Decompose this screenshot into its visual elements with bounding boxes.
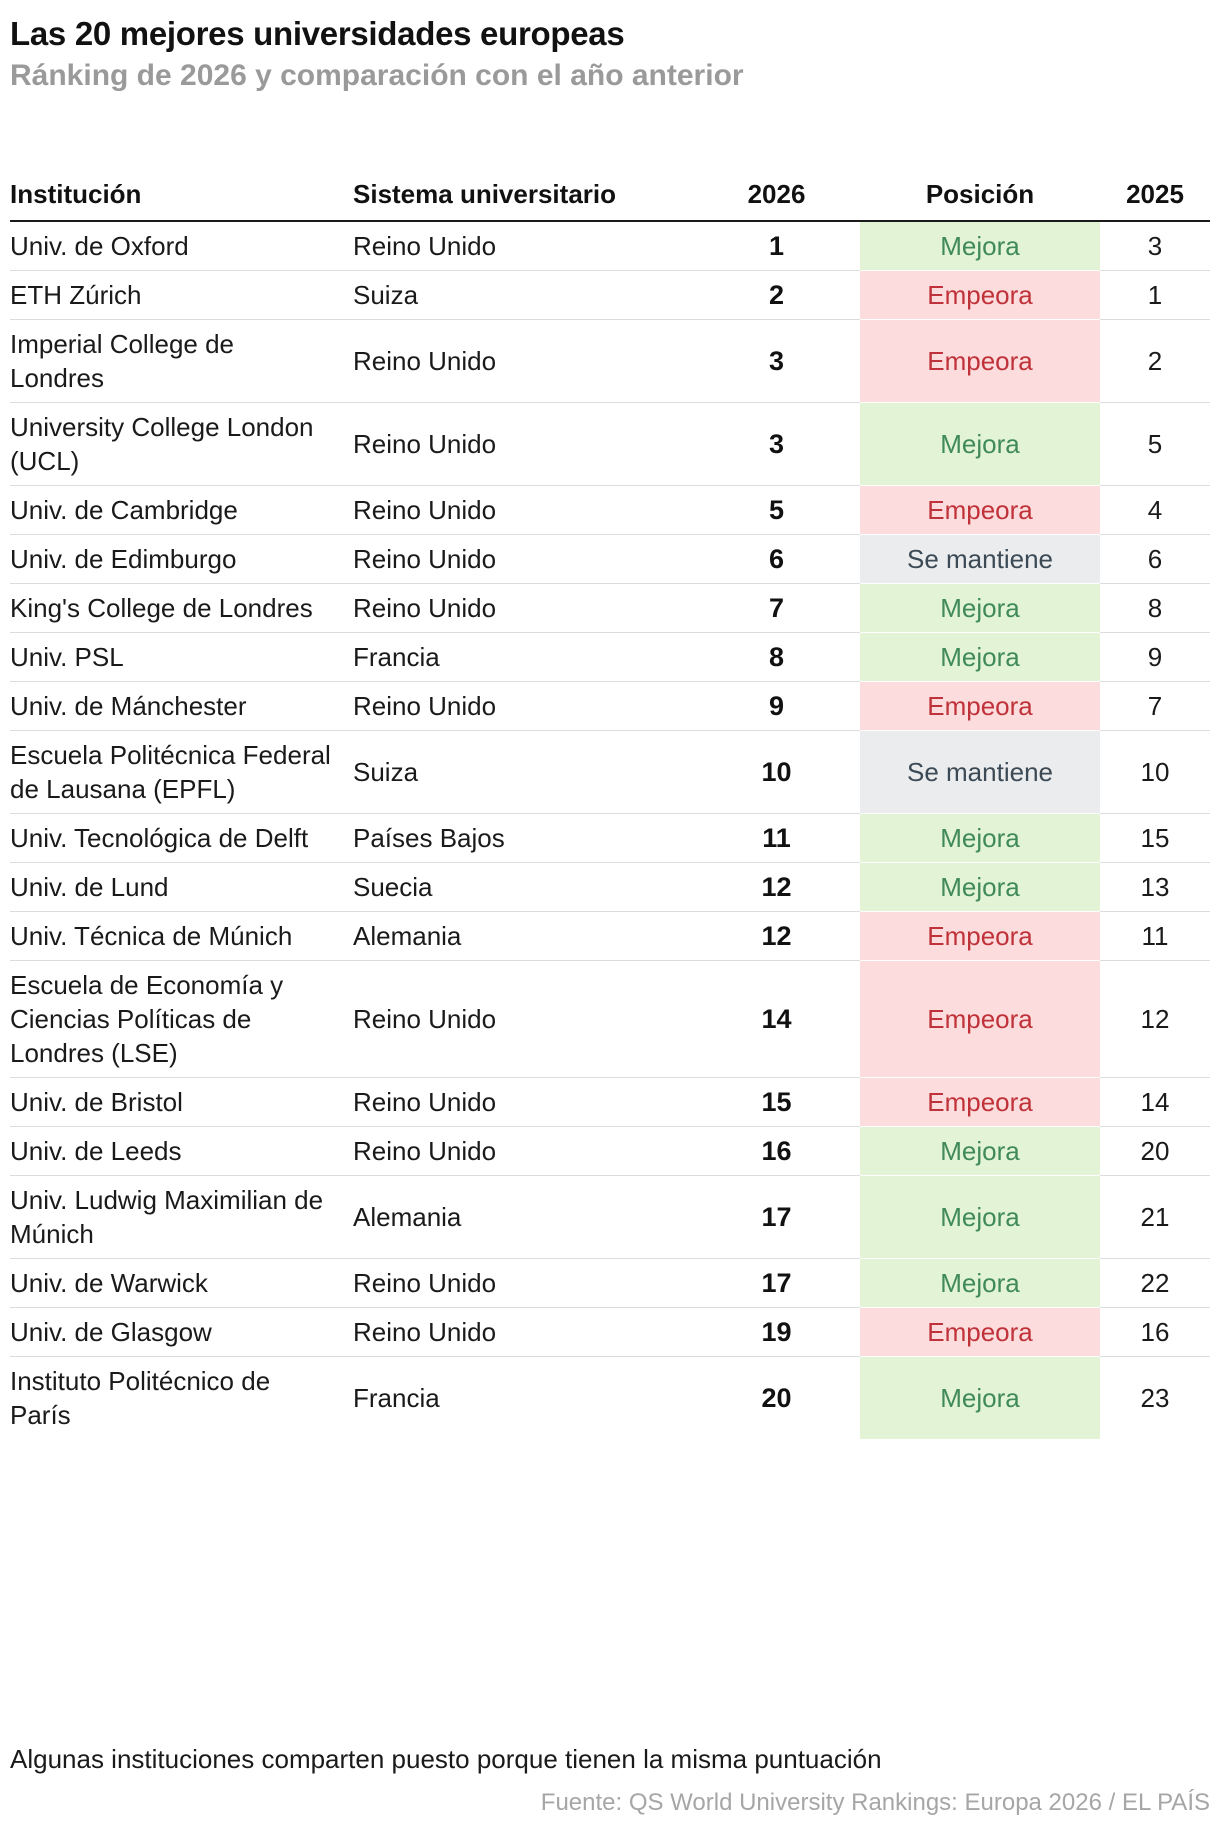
cell-institucion: Univ. de Leeds xyxy=(10,1127,353,1176)
cell-rank-2026: 8 xyxy=(693,633,860,682)
cell-posicion: Mejora xyxy=(860,403,1100,486)
cell-sistema: Reino Unido xyxy=(353,535,693,584)
table-row xyxy=(10,271,1210,320)
cell-rank-2025: 10 xyxy=(1100,731,1210,814)
cell-posicion: Empeora xyxy=(860,1308,1100,1357)
cell-sistema: Francia xyxy=(353,633,693,682)
cell-rank-2026: 12 xyxy=(693,912,860,961)
cell-institucion: Univ. de Cambridge xyxy=(10,486,353,535)
cell-rank-2025: 3 xyxy=(1100,221,1210,271)
cell-rank-2025: 22 xyxy=(1100,1259,1210,1308)
cell-institucion: Univ. de Mánchester xyxy=(10,682,353,731)
table-row xyxy=(10,221,1210,271)
cell-sistema: Alemania xyxy=(353,912,693,961)
table-row xyxy=(10,320,1210,403)
cell-posicion: Empeora xyxy=(860,682,1100,731)
cell-institucion: ETH Zúrich xyxy=(10,271,353,320)
cell-institucion: Univ. de Bristol xyxy=(10,1078,353,1127)
table-row xyxy=(10,633,1210,682)
cell-sistema: Reino Unido xyxy=(353,403,693,486)
table-row xyxy=(10,1127,1210,1176)
cell-posicion: Empeora xyxy=(860,912,1100,961)
cell-rank-2026: 3 xyxy=(693,320,860,403)
cell-rank-2026: 15 xyxy=(693,1078,860,1127)
cell-institucion: Univ. Ludwig Maximilian de Múnich xyxy=(10,1176,353,1259)
cell-rank-2025: 13 xyxy=(1100,863,1210,912)
cell-rank-2025: 20 xyxy=(1100,1127,1210,1176)
cell-institucion: Univ. Técnica de Múnich xyxy=(10,912,353,961)
cell-rank-2026: 14 xyxy=(693,961,860,1078)
cell-rank-2025: 7 xyxy=(1100,682,1210,731)
source-credit: Fuente: QS World University Rankings: Europa 2026 / EL PAÍS xyxy=(540,1789,1210,1816)
ranking-table xyxy=(10,148,1210,1439)
cell-posicion: Empeora xyxy=(860,961,1100,1078)
cell-posicion: Mejora xyxy=(860,1127,1100,1176)
cell-sistema: Reino Unido xyxy=(353,486,693,535)
table-row xyxy=(10,1308,1210,1357)
table-row xyxy=(10,682,1210,731)
table-row xyxy=(10,961,1210,1078)
cell-posicion: Mejora xyxy=(860,1176,1100,1259)
cell-institucion: Univ. de Glasgow xyxy=(10,1308,353,1357)
cell-rank-2026: 16 xyxy=(693,1127,860,1176)
table-row xyxy=(10,731,1210,814)
column-header-2025: 2025 xyxy=(1100,148,1210,221)
cell-rank-2025: 11 xyxy=(1100,912,1210,961)
cell-rank-2025: 12 xyxy=(1100,961,1210,1078)
cell-institucion: Imperial College de Londres xyxy=(10,320,353,403)
cell-posicion: Mejora xyxy=(860,633,1100,682)
table-row xyxy=(10,584,1210,633)
cell-institucion: King's College de Londres xyxy=(10,584,353,633)
table-header xyxy=(10,148,1210,221)
cell-rank-2025: 9 xyxy=(1100,633,1210,682)
table-row xyxy=(10,912,1210,961)
cell-posicion: Mejora xyxy=(860,1357,1100,1440)
cell-sistema: Reino Unido xyxy=(353,682,693,731)
chart-subtitle: Ránking de 2026 y comparación con el año anterior xyxy=(10,59,744,92)
cell-posicion: Empeora xyxy=(860,320,1100,403)
cell-rank-2026: 10 xyxy=(693,731,860,814)
column-header-institucion: Institución xyxy=(10,148,353,221)
cell-rank-2026: 2 xyxy=(693,271,860,320)
cell-institucion: Univ. PSL xyxy=(10,633,353,682)
cell-rank-2025: 23 xyxy=(1140,1383,1170,1413)
cell-posicion: Mejora xyxy=(860,1259,1100,1308)
cell-posicion: Empeora xyxy=(860,486,1100,535)
table-row xyxy=(10,1357,1210,1440)
cell-rank-2026: 5 xyxy=(693,486,860,535)
table-row xyxy=(10,1078,1210,1127)
cell-institucion: Univ. Tecnológica de Delft xyxy=(10,814,353,863)
cell-rank-2026: 6 xyxy=(693,535,860,584)
cell-sistema: Suiza xyxy=(353,271,693,320)
cell-institucion: Instituto Politécnico de París xyxy=(10,1366,271,1430)
cell-posicion: Se mantiene xyxy=(860,731,1100,814)
cell-rank-2025: 4 xyxy=(1100,486,1210,535)
cell-rank-2025: 5 xyxy=(1100,403,1210,486)
cell-rank-2026: 1 xyxy=(693,221,860,271)
cell-institucion: Escuela Politécnica Federal de Lausana (EPFL) xyxy=(10,731,353,814)
cell-posicion: Mejora xyxy=(860,814,1100,863)
cell-sistema: Países Bajos xyxy=(353,814,693,863)
cell-sistema: Reino Unido xyxy=(353,1127,693,1176)
cell-posicion: Empeora xyxy=(860,1078,1100,1127)
cell-rank-2026: 3 xyxy=(693,403,860,486)
cell-rank-2026: 20 xyxy=(761,1383,792,1413)
cell-sistema: Reino Unido xyxy=(353,320,693,403)
cell-rank-2025: 21 xyxy=(1100,1176,1210,1259)
cell-posicion: Mejora xyxy=(860,863,1100,912)
cell-rank-2025: 16 xyxy=(1100,1308,1210,1357)
column-header-2026: 2026 xyxy=(693,148,860,221)
cell-posicion: Se mantiene xyxy=(860,535,1100,584)
cell-institucion: Univ. de Lund xyxy=(10,863,353,912)
cell-posicion: Mejora xyxy=(860,221,1100,271)
cell-sistema: Reino Unido xyxy=(353,1259,693,1308)
cell-institucion: Univ. de Edimburgo xyxy=(10,535,353,584)
chart-title: Las 20 mejores universidades europeas xyxy=(10,15,625,52)
cell-sistema: Reino Unido xyxy=(353,584,693,633)
cell-sistema: Reino Unido xyxy=(353,1308,693,1357)
cell-institucion: Escuela de Economía y Ciencias Políticas de Londres (LSE) xyxy=(10,961,353,1078)
cell-institucion: University College London (UCL) xyxy=(10,403,353,486)
cell-rank-2026: 17 xyxy=(693,1259,860,1308)
cell-sistema: Suiza xyxy=(353,731,693,814)
cell-sistema: Reino Unido xyxy=(353,961,693,1078)
table-row xyxy=(10,863,1210,912)
cell-rank-2026: 9 xyxy=(693,682,860,731)
cell-rank-2026: 11 xyxy=(693,814,860,863)
table-row xyxy=(10,814,1210,863)
column-header-sistema: Sistema universitario xyxy=(353,148,693,221)
cell-institucion: Univ. de Warwick xyxy=(10,1259,353,1308)
cell-rank-2025: 1 xyxy=(1100,271,1210,320)
cell-sistema: Reino Unido xyxy=(353,1078,693,1127)
cell-sistema: Alemania xyxy=(353,1176,693,1259)
table-body xyxy=(10,221,1210,1439)
column-header-posicion: Posición xyxy=(860,148,1100,221)
cell-sistema: Reino Unido xyxy=(353,221,693,271)
cell-rank-2026: 19 xyxy=(693,1308,860,1357)
table-row xyxy=(10,535,1210,584)
cell-rank-2026: 17 xyxy=(693,1176,860,1259)
cell-rank-2025: 6 xyxy=(1100,535,1210,584)
cell-rank-2025: 8 xyxy=(1100,584,1210,633)
cell-rank-2026: 12 xyxy=(693,863,860,912)
footnote: Algunas instituciones comparten puesto porque tienen la misma puntuación xyxy=(10,1744,882,1774)
cell-posicion: Mejora xyxy=(860,584,1100,633)
cell-rank-2025: 15 xyxy=(1100,814,1210,863)
cell-posicion: Empeora xyxy=(860,271,1100,320)
cell-rank-2025: 2 xyxy=(1100,320,1210,403)
table-row xyxy=(10,1259,1210,1308)
cell-rank-2025: 14 xyxy=(1100,1078,1210,1127)
table-row xyxy=(10,403,1210,486)
cell-rank-2026: 7 xyxy=(693,584,860,633)
chart-header xyxy=(10,14,1210,96)
table-row xyxy=(10,1176,1210,1259)
cell-sistema: Suecia xyxy=(353,863,693,912)
table-row xyxy=(10,486,1210,535)
cell-institucion: Univ. de Oxford xyxy=(10,221,353,271)
cell-sistema: Francia xyxy=(353,1383,440,1413)
